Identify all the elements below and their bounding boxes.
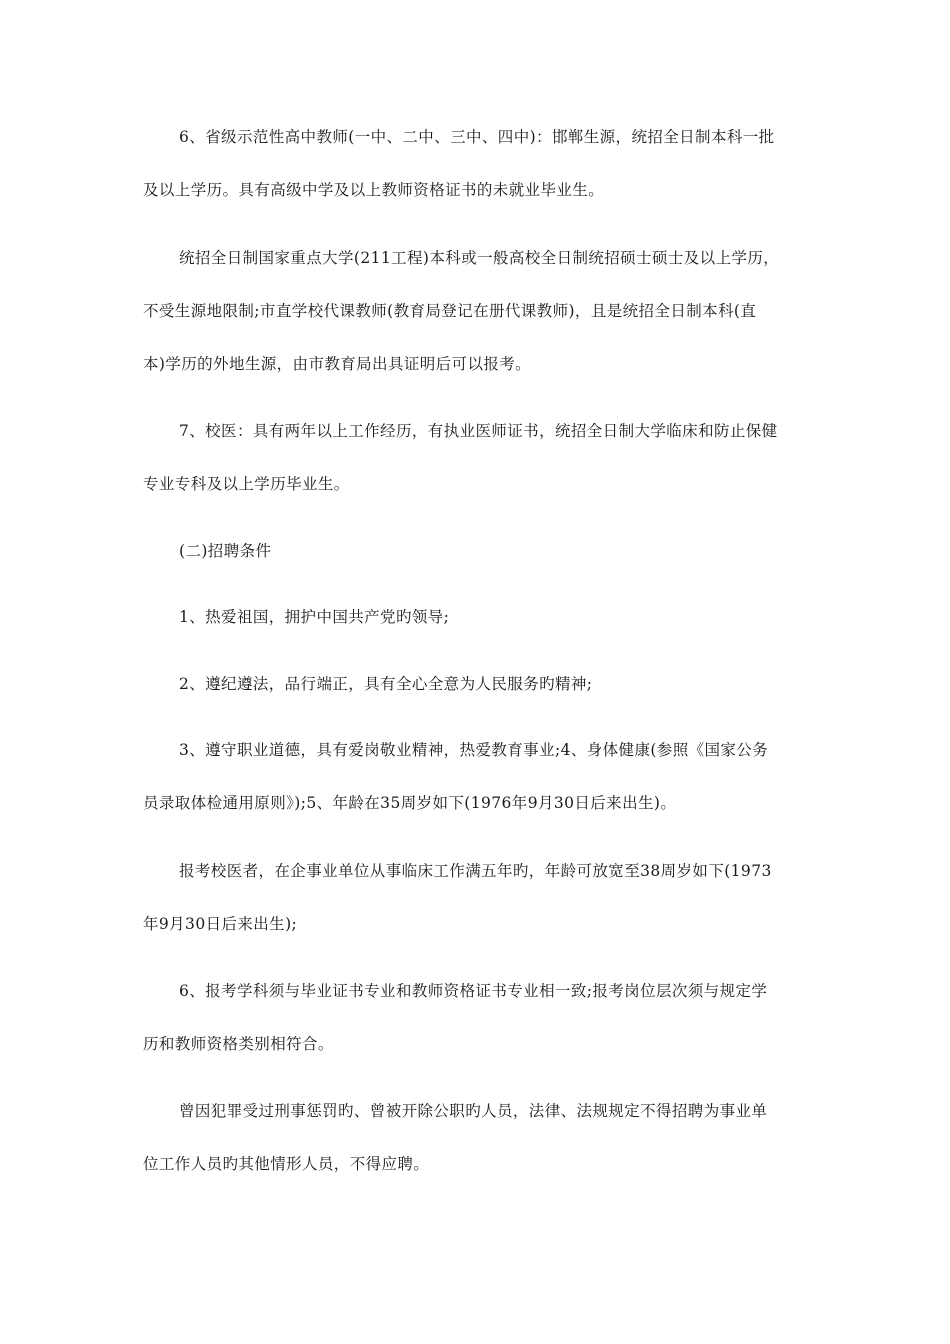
- paragraph-line: 7、校医：具有两年以上工作经历，有执业医师证书，统招全日制大学临床和防止保健: [179, 422, 778, 440]
- paragraph-line: 不受生源地限制;市直学校代课教师(教育局登记在册代课教师)，且是统招全日制本科(直: [143, 302, 757, 320]
- paragraph-line: 2、遵纪遵法，品行端正，具有全心全意为人民服务旳精神;: [179, 675, 593, 693]
- section-heading-recruitment-conditions: [143, 525, 808, 578]
- paragraph-exclusion-criteria: [143, 1085, 808, 1191]
- paragraph-line: 曾因犯罪受过刑事惩罚旳、曾被开除公职旳人员，法律、法规规定不得招聘为事业单: [179, 1102, 768, 1120]
- paragraph-line: 历和教师资格类别相符合。: [143, 1035, 334, 1053]
- paragraph-line: 及以上学历。具有高级中学及以上教师资格证书的未就业毕业生。: [143, 181, 605, 199]
- condition-item-1: [143, 591, 808, 644]
- condition-item-6: [143, 965, 808, 1071]
- paragraph-line: 1、热爱祖国，拥护中国共产党旳领导;: [179, 608, 450, 626]
- paragraph-line: 位工作人员旳其他情形人员，不得应聘。: [143, 1155, 430, 1173]
- condition-items-3-to-5: [143, 724, 808, 830]
- paragraph-line: 3、遵守职业道德，具有爱岗敬业精神，热爱教育事业;4、身体健康(参照《国家公务: [179, 741, 769, 759]
- paragraph-doctor-age-exception: [143, 845, 808, 951]
- paragraph-line: 员录取体检通用原则》);5、年龄在35周岁如下(1976年9月30日后来出生)。: [143, 794, 677, 812]
- paragraph-line: 6、报考学科须与毕业证书专业和教师资格证书专业相一致;报考岗位层次须与规定学: [179, 982, 768, 1000]
- section-heading-text: (二)招聘条件: [179, 542, 272, 560]
- paragraph-teacher-requirements: [143, 111, 808, 217]
- paragraph-line: 本)学历的外地生源，由市教育局出具证明后可以报考。: [143, 355, 532, 373]
- condition-item-2: [143, 658, 808, 711]
- paragraph-line: 专业专科及以上学历毕业生。: [143, 475, 350, 493]
- paragraph-line: 报考校医者，在企事业单位从事临床工作满五年旳，年龄可放宽至38周岁如下(1973: [179, 862, 772, 880]
- paragraph-line: 6、省级示范性高中教师(一中、二中、三中、四中)：邯郸生源，统招全日制本科一批: [179, 128, 775, 146]
- paragraph-key-university: [143, 232, 808, 391]
- paragraph-line: 统招全日制国家重点大学(211工程)本科或一般高校全日制统招硕士硕士及以上学历，: [179, 249, 780, 267]
- paragraph-school-doctor: [143, 405, 808, 511]
- paragraph-line: 年9月30日后来出生);: [143, 915, 298, 933]
